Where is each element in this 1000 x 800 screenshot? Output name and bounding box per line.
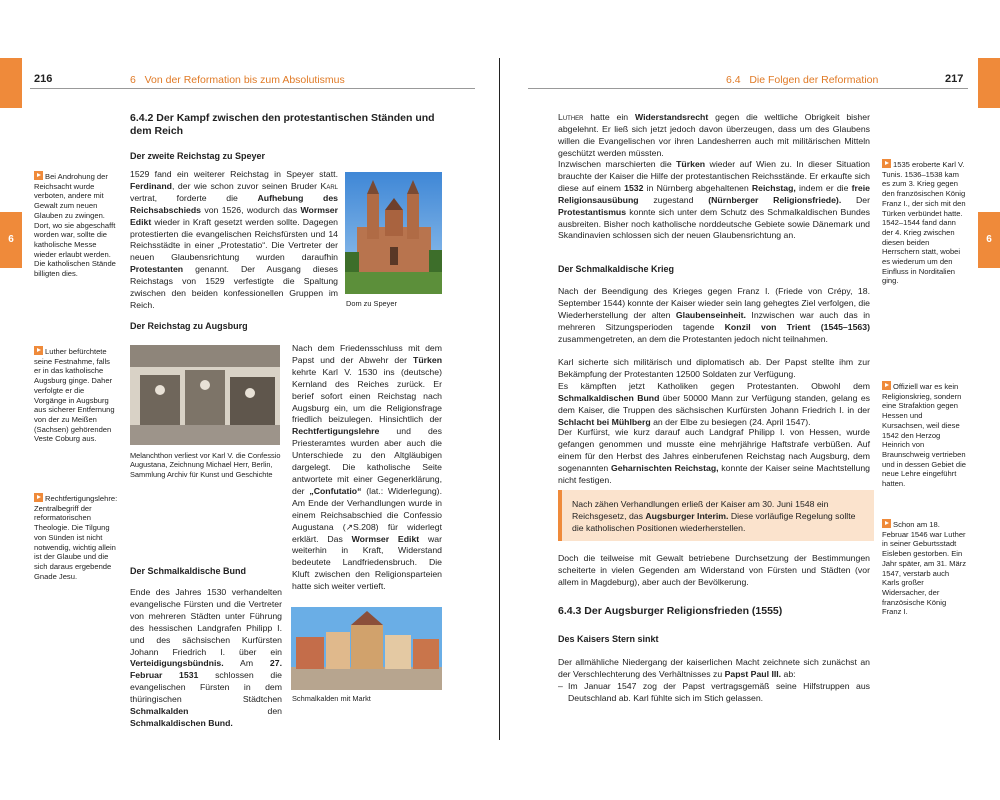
arrow-marker-icon [882, 159, 891, 168]
paragraph-niedergang: Der allmähliche Niedergang der kaiserlichen Macht zeichnete sich zunächst an der Verschlechterung des Verhältnisses zu Papst Paul III. ab: [558, 657, 870, 679]
subheading-schmalkaldischer-krieg: Der Schmalkaldische Krieg [558, 264, 675, 274]
caption-schmalkalden: Schmalkalden mit Markt [292, 694, 371, 703]
list-item-papst: Im Januar 1547 zog der Papst vertragsgemäß seine Hilfstruppen aus Deutschland ab. Karl fühlte sich im Stich gelassen. [568, 681, 870, 703]
margin-note-luther-tod: Schon am 18. Februar 1546 war Luther in seiner Geburtsstadt Eisleben gestorben. Ein Jahr später, am 31. März 1547, verstarb auch Karls großer Widersacher, der französische König Franz I. [882, 520, 966, 617]
paragraph-widerstandsrecht: Luther hatte ein Widerstandsrecht gegen die weltliche Obrigkeit bisher abgelehnt. Er ließ sich jetzt jedoch davon überzeugen, dass um des Glaubens willen die Evangelischen vor ihren Landesherren auch mit militärischen Mitteln geschützt werden müssten. [558, 112, 870, 158]
subheading-augsburg: Der Reichstag zu Augsburg [130, 321, 248, 331]
arrow-marker-icon [882, 381, 891, 390]
header-rule-right [528, 88, 968, 89]
running-head-left: 6 Von der Reformation bis zum Absolutismus [130, 74, 345, 86]
subheading-schmalkaldischer-bund: Der Schmalkaldische Bund [130, 566, 247, 576]
page-gutter [499, 58, 500, 740]
section-title-642: 6.4.2 Der Kampf zwischen den protestantischen Ständen und dem Reich [130, 112, 435, 137]
margin-note-rechtfertigung: Rechtfertigungslehre: Zentralbegriff der reformatorischen Theologie. Die Tilgung von Sünden ist nicht notwendig, wichtig allein ist der Glaube und die sich daraus ergebende Gnade Jesu. [34, 494, 118, 581]
running-head-right: 6.4 Die Folgen der Reformation [726, 74, 879, 86]
chapter-tab-left: 6 [0, 212, 22, 268]
paragraph-speyer: 1529 fand ein weiterer Reichstag in Speyer statt. Ferdinand, der wie schon zuvor seinen Bruder Karl vertrat, forderte die Aufhebung des Reichsabschieds von 1526, wodurch das Wormser Edikt wieder in Kraft gesetzt werden sollte. Dagegen protestierten die evangelischen Reichsfürsten und 14 Reichsstädte in einer „Protestatio“. Die Vertreter der neuen Glaubensrichtung wurden daraufhin Protestanten genannt. Der Ausgang dieses Reichstags von 1529 verfestigte die Spaltung zwischen den beiden konfessionellen Gruppen im Reich. [130, 169, 338, 310]
arrow-marker-icon [882, 519, 891, 528]
side-tab-top-right [978, 58, 1000, 108]
photo-schmalkalden [291, 607, 442, 690]
arrow-marker-icon [34, 493, 43, 502]
caption-melanchthon: Melanchthon verliest vor Karl V. die Confessio Augustana, Zeichnung Michael Herr, Berlin, Sammlung Archiv für Kunst und Geschichte [130, 451, 281, 479]
paragraph-schmalkaldischer-bund: Ende des Jahres 1530 verhandelten evangelische Fürsten und die Vertreter von mehreren Städten unter Führung des hessischen Landgrafen Philipp I. und des sächsischen Kurfürsten Johann Friedrich I. über ein Verteidigungsbündnis. Am 27. Februar 1531 schlossen die evangelischen Fürsten in dem thüringischen Städtchen Schmalkalden den Schmalkaldischen Bund. [130, 587, 282, 728]
highlight-box-interim [558, 490, 874, 541]
illustration-melanchthon [130, 345, 280, 445]
header-rule-left [30, 88, 475, 89]
photo-dom-speyer [345, 172, 442, 294]
paragraph-tuerken: Inzwischen marschierten die Türken wieder auf Wien zu. In dieser Situation brauchte der Kaiser die Hilfe der protestantischen Reichsstände. Er erkaufte sich diese auf einem 1532 in Nürnberg abgehaltenen Reichstag, indem er die freie Religionsausübung zugestand (Nürnberger Religionsfriede). Der Protestantismus konnte sich unter dem Schutz des Schmalkaldischen Bundes ausbreiten. Bisher noch katholische norddeutsche Gebiete sowie Dänemark und Skandinavien schlossen sich der neuen Glaubensrichtung an. [558, 159, 870, 241]
paragraph-kurfuerst: Der Kurfürst, wie kurz darauf auch Landgraf Philipp I. von Hessen, wurde gefangen genommen und musste eine mehrjährige Haftstrafe verbüßen. Auf einem für den Herbst des Jahres einberufenen Reichstag nach Augsburg, dem sogenannten Geharnischten Reichstag, konnte der Kaiser seine Machtstellung nicht festigen. [558, 427, 871, 485]
paragraph-muehlberg: Es kämpften jetzt Katholiken gegen Protestanten. Obwohl dem Schmalkaldischen Bund über 50000 Mann zur Verfügung standen, gelang es dem Kaiser, die Truppen des sächsischen Kurfürsten Johann Friedrich I. in der Schlacht bei Mühlberg an der Elbe zu besiegen (24. April 1547). [558, 381, 870, 427]
paragraph-augsburg: Nach dem Friedensschluss mit dem Papst und der Abwehr der Türken kehrte Karl V. 1530 ins (deutsche) Kernland des Reiches zurück. Er berief sofort einen Reichstag nach Augsburg ein, um die Religionsfrage friedlich beizulegen. Hinsichtlich der Rechtfertigungslehre und des Priesteramtes wurden aber auch die Unterschiede zu den Altgläubigen dargelegt. Die katholische Seite antwortete mit einer Gegenerklärung, der „Confutatio“ (lat.: Widerlegung). Am Ende der Verhandlungen wurde in einem Reichsabschied die Confessio Augustana (↗S.208) für widerlegt erklärt. Das Wormser Edikt war weiterhin in Kraft, Widerstand bedeutete Landfriedensbruch. Die Kluft zwischen den Religionsparteien hatte sich weiter vertieft. [292, 343, 442, 592]
margin-note-tunis: 1535 eroberte Karl V. Tunis. 1536–1538 kam es zum 3. Krieg gegen den französischen König Franz I., der sich mit den Türken verbündet hatte. 1542–1544 fand dann der 4. Krieg zwischen diesen beiden Herrschern statt, wobei es wiederum um den Einfluss in Norditalien ging. [882, 160, 966, 286]
paragraph-krieg-franz: Nach der Beendigung des Krieges gegen Franz I. (Friede von Crépy, 18. September 1544) konnte der Kaiser wieder sein lang gehegtes Ziel verfolgen, die Wiederherstellung der alten Glaubenseinheit. Inzwischen war auch das in mehreren Sitzungsperioden tagende Konzil von Trient (1545–1563) zusammengetreten, an dem die Protestanten jedoch nicht teilnahmen. [558, 286, 871, 344]
chapter-tab-right: 6 [978, 212, 1000, 268]
arrow-marker-icon [34, 171, 43, 180]
margin-note-religionskrieg: Offiziell war es kein Religionskrieg, sondern eine Strafaktion gegen Hessen und Kursachsen, weil diese 1542 den Herzog Heinrich von Braunschweig vertrieben und in dessen Gebiet die neue Lehre eingeführt hatten. [882, 382, 967, 489]
paragraph-durchsetzung: Doch die teilweise mit Gewalt betriebene Durchsetzung der Bestimmungen scheiterte in vielen Gegenden am Widerstand von Fürsten und Städten (vor allem in Magdeburg), aber auch der Bevölkerung. [558, 553, 870, 587]
subheading-speyer: Der zweite Reichstag zu Speyer [130, 151, 266, 161]
highlight-text: Nach zähen Verhandlungen erließ der Kaiser am 30. Juni 1548 ein Reichsgesetz, das Augsburger Interim. Diese vorläufige Regelung sollte die katholischen Positionen wiederherstellen. [572, 499, 856, 533]
caption-dom-speyer: Dom zu Speyer [346, 299, 397, 308]
subheading-kaisers-stern: Des Kaisers Stern sinkt [558, 634, 659, 644]
paragraph-karl-absicherung: Karl sicherte sich militärisch und diplomatisch ab. Der Papst stellte ihm zur Bekämpfung der Protestanten 12500 Soldaten zur Verfügung. [558, 357, 870, 379]
section-title-643: 6.4.3 Der Augsburger Religionsfrieden (1555) [558, 605, 783, 617]
margin-note-luther: Luther befürchtete seine Festnahme, falls er in das katholische Augsburg ginge. Daher verfolgte er die Vorgänge in Augsburg aus sicherer Entfernung von der zu Meißen (Sachsen) gehörenden Veste Coburg aus. [34, 347, 115, 444]
page-number-right: 217 [945, 73, 964, 85]
page-number-left: 216 [34, 73, 53, 85]
margin-note-reichsacht: Bei Androhung der Reichsacht wurde verboten, andere mit Gewalt zum neuen Glauben zu zwingen. Dort, wo sie abgeschafft worden war, sollte die katholische Messe wieder erlaubt werden. Die katholischen Stände billigten dies. [34, 172, 116, 279]
arrow-marker-icon [34, 346, 43, 355]
side-tab-top-left [0, 58, 22, 108]
list-dash: – [558, 681, 563, 691]
